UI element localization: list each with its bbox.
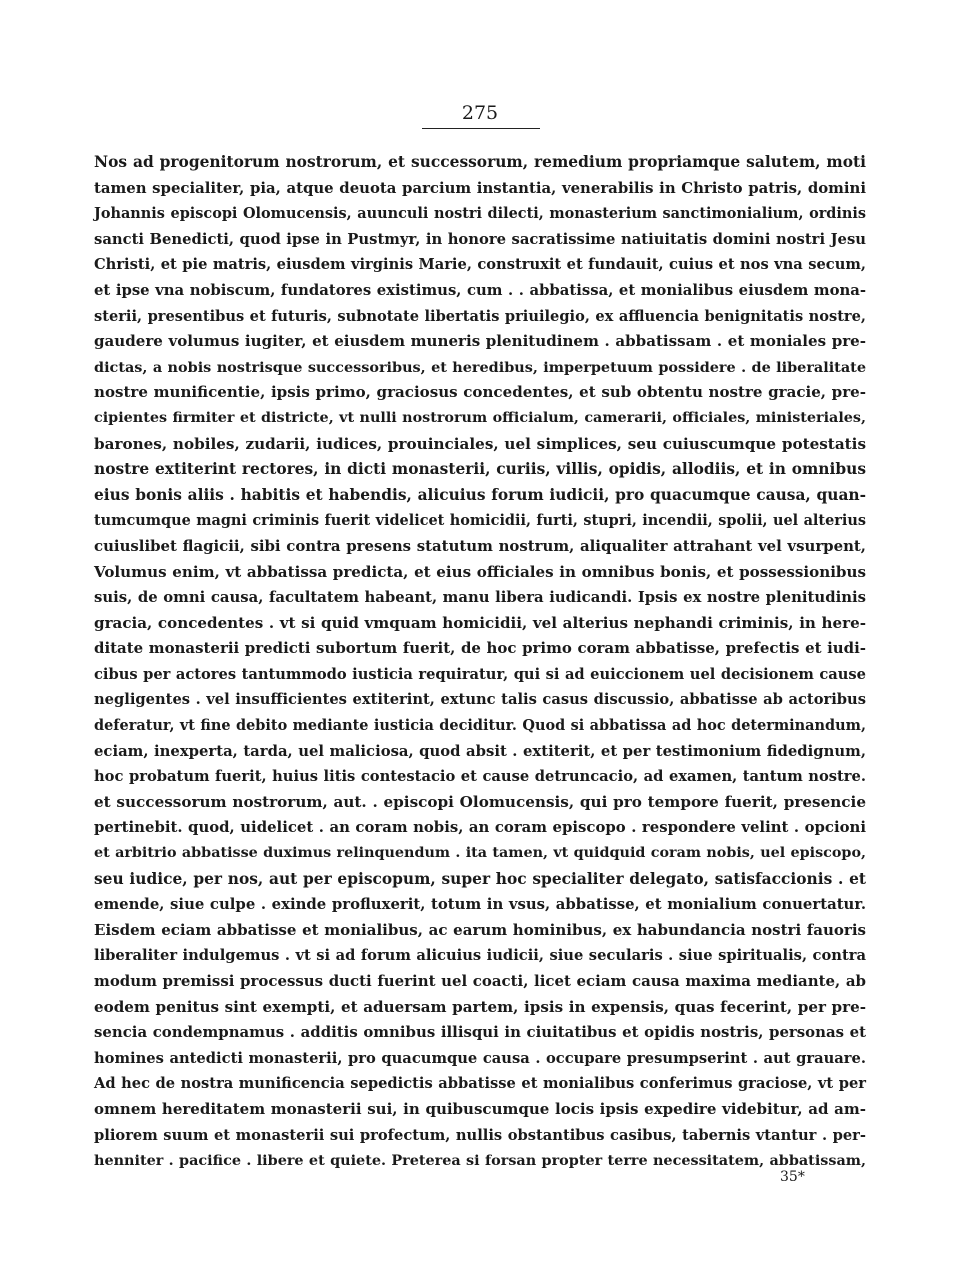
text-line: ditate monasterii predicti subortum fuerit, de hoc primo coram abbatisse, prefectis et iudi- [94,639,866,658]
text-line: Eisdem eciam abbatisse et monialibus, ac earum hominibus, ex habundancia nostri fauoris [94,920,866,939]
text-line: omnem hereditatem monasterii sui, in quibuscumque locis ipsis expedire videbitur, ad am- [94,1099,866,1118]
text-line: deferatur, vt fine debito mediante iusticia deciditur. Quod si abbatissa ad hoc determinandum, [94,717,866,735]
text-line: homines antedicti monasterii, pro quacumque causa . occupare presumpserint . aut grauare. [94,1049,866,1067]
text-line: pliorem suum et monasterii sui profectum, nullis obstantibus casibus, tabernis vtantur . per- [94,1126,866,1144]
text-line: henniter . pacifice . libere et quiete. Preterea si forsan propter terre necessitatem, abbatissam, [94,1152,866,1170]
text-line: hoc probatum fuerit, huius litis contestacio et cause detruncacio, ad examen, tantum nostre. [94,768,866,786]
text-line: cuiuslibet flagicii, sibi contra presens statutum nostrum, aliqualiter attrahant vel vsurpent, [94,536,866,555]
text-line: gracia, concedentes . vt si quid vmquam homicidii, vel alterius nephandi criminis, in here- [94,613,866,632]
text-line: tamen specialiter, pia, atque deuota parcium instantia, venerabilis in Christo patris, domini [94,178,866,197]
text-line: barones, nobiles, zudarii, iudices, prouinciales, uel simplices, seu cuiuscumque potestatis [94,434,866,453]
text-line: Johannis episcopi Olomucensis, auunculi nostri dilecti, monasterium sanctimonialium, ordinis [94,205,866,223]
text-line: nostre extiterint rectores, in dicti monasterii, curiis, villis, opidis, allodiis, et in omnibus [94,460,866,479]
text-line: negligentes . vel insufficientes extiterint, extunc talis casus discussio, abbatisse ab actoribus [94,691,866,709]
text-line: et ipse vna nobiscum, fundatores existimus, cum . . abbatissa, et monialibus eiusdem mona- [94,281,866,299]
text-line: Christi, et pie matris, eiusdem virginis Marie, construxit et fundauit, cuius et nos vna secum, [94,256,866,274]
text-line: nostre munificentie, ipsis primo, graciosus concedentes, et sub obtentu nostre gracie, pre- [94,383,866,402]
document-body [94,150,866,1174]
text-line: sancti Benedicti, quod ipse in Pustmyr, in honore sacratissime natiuitatis domini nostri Jesu [94,230,866,248]
text-line: sencia condempnamus . additis omnibus illisqui in ciuitatibus et opidis nostris, personas et [94,1023,866,1042]
text-line: Nos ad progenitorum nostrorum, et successorum, remedium propriamque salutem, moti [94,153,866,171]
text-line: cibus per actores tantummodo iusticia requiratur, qui si ad euiccionem uel decisionem cause [94,665,866,683]
text-line: tumcumque magni criminis fuerit videlicet homicidii, furti, stupri, incendii, spolii, uel alterius [94,512,866,530]
text-line: eciam, inexperta, tarda, uel maliciosa, quod absit . extiterit, et per testimonium fidedignum, [94,742,866,760]
text-line: Ad hec de nostra munificencia sepedictis abbatisse et monialibus conferimus graciose, vt per [94,1075,866,1093]
header-rule [422,128,540,129]
text-line: liberaliter indulgemus . vt si ad forum alicuius iudicii, siue secularis . siue spiritualis, contra [94,947,866,965]
text-line: seu iudice, per nos, aut per episcopum, super hoc specialiter delegato, satisfaccionis . et [94,869,866,888]
text-line: gaudere volumus iugiter, et eiusdem muneris plenitudinem . abbatissam . et moniales pre- [94,332,866,351]
text-line: modum premissi processus ducti fuerint uel coacti, licet eciam causa maxima mediante, ab [94,972,866,990]
text-line: Volumus enim, vt abbatissa predicta, et eius officiales in omnibus bonis, et possessionibus [94,562,866,581]
text-line: cipientes firmiter et districte, vt nulli nostrorum officialum, camerarii, officiales, ministeriales, [94,409,866,426]
text-line: emende, siue culpe . exinde profluxerit, totum in vsus, abbatisse, et monialium conuertatur. [94,895,866,914]
text-line: dictas, a nobis nostrisque successoribus, et heredibus, imperpetuum possidere . de liberalitate [94,358,866,376]
text-line: eius bonis aliis . habitis et habendis, alicuius forum iudicii, pro quacumque causa, quan- [94,485,866,504]
text-line: pertinebit. quod, uidelicet . an coram nobis, an coram episcopo . respondere velint . opcioni [94,818,866,837]
signature-mark: 35* [780,1169,805,1185]
page-number: 275 [461,102,499,124]
text-line: et arbitrio abbatisse duximus relinquendum . ita tamen, vt quidquid coram nobis, uel episcopo, [94,845,866,862]
text-line: eodem penitus sint exempti, et aduersam partem, ipsis in expensis, quas fecerint, per pre- [94,997,866,1016]
text-line: et successorum nostrorum, aut. . episcopi Olomucensis, qui pro tempore fuerit, presencie [94,792,866,811]
text-line: sterii, presentibus et futuris, subnotate libertatis priuilegio, ex affluencia benignitatis nostre, [94,307,866,325]
text-line: suis, de omni causa, facultatem habeant, manu libera iudicandi. Ipsis ex nostre plenitudinis [94,588,866,607]
